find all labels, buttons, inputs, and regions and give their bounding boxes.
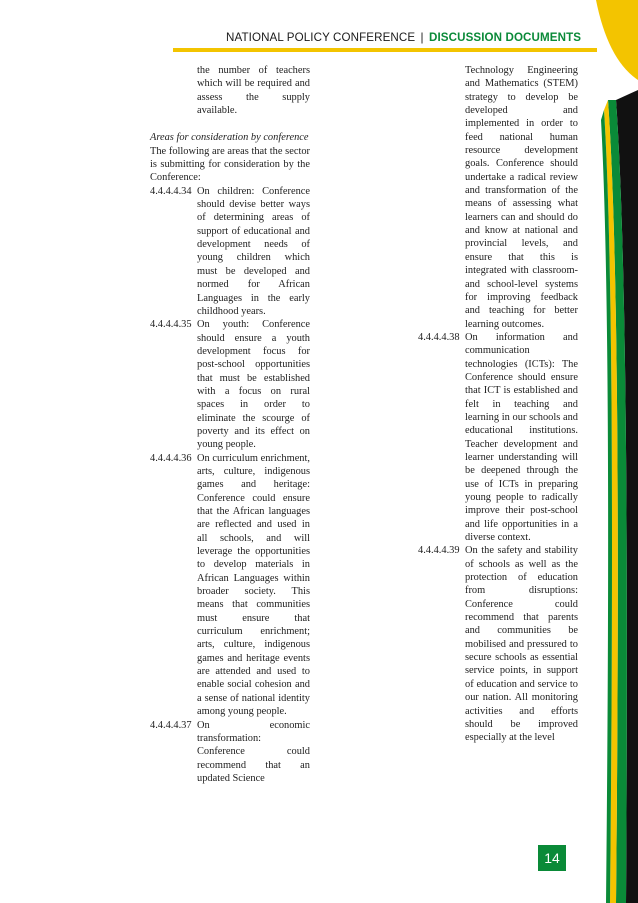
- item-text: On information and communication technologies (ICTs): The Conference should ensure that ICT is established and felt in teaching and learning in our schools and educational institutions. Teacher development and learner understanding will be deepened through the use of ICTs in preparing young people to radically improve their post-school and life opportunities in a diverse context.: [465, 331, 578, 544]
- item-number: 4.4.4.4.38: [418, 331, 460, 343]
- item-text: On curriculum enrichment, arts, culture, indigenous games and heritage: Conference could ensure that the African languages are reflected and used in all schools, and will leverage the opportunities to develop materials in African Languages within broader society. This means that communities must ensure that curriculum enrichment; arts, culture, indigenous games and heritage events are attended and used to enable social cohesion and a sense of national identity among young people.: [197, 452, 310, 718]
- page-number-badge: 14: [538, 845, 566, 871]
- stripe-yellow-top: [596, 0, 638, 80]
- item-number: 4.4.4.4.34: [150, 185, 192, 197]
- header-separator: |: [420, 31, 424, 44]
- item-number: 4.4.4.4.37: [150, 719, 192, 731]
- page-header: [226, 31, 581, 44]
- item-number: 4.4.4.4.36: [150, 452, 192, 464]
- item-number: 4.4.4.4.39: [418, 545, 460, 557]
- item-text: On economic transformation: Conference could recommend that an updated Science: [197, 719, 310, 784]
- list-item: [150, 719, 310, 786]
- header-title-accent: DISCUSSION DOCUMENTS: [429, 31, 582, 44]
- left-continuation-text: the number of teachers which will be required and assess the supply available.: [197, 65, 310, 117]
- item-text: On youth: Conference should ensure a youth development focus for post-school opportunities that must be established with a focus on rural spaces in order to eliminate the scourge of poverty and its effect on young people.: [197, 319, 310, 451]
- list-item: [418, 544, 578, 744]
- list-item: [150, 318, 310, 451]
- header-rule: [173, 48, 597, 52]
- header-title-main: NATIONAL POLICY CONFERENCE: [226, 31, 416, 44]
- flag-stripe-decoration: [568, 0, 638, 903]
- areas-heading: Areas for consideration by conference: [150, 132, 309, 144]
- right-column: [418, 64, 578, 745]
- left-column: [150, 64, 310, 785]
- right-continuation-text: Technology Engineering and Mathematics (STEM) strategy to develop be developed and implemented in order to feed national human resource development goals. Conference should undertake a radical review and transformation of the means of assessing what learners can and should do and know at national and provincial levels, and ensure that this is integrated with classroom- and school-level systems for improving feedback and teaching for better learning outcomes.: [465, 65, 578, 330]
- list-item: [418, 331, 578, 545]
- item-text: On children: Conference should devise better ways of determining areas of support of educational and development needs of young children which must be developed and normed for African Languages in the early childhood years.: [197, 185, 310, 317]
- item-number: 4.4.4.4.35: [150, 319, 192, 331]
- areas-intro: The following are areas that the sector is submitting for consideration by the Conference:: [150, 145, 310, 184]
- list-item: [150, 185, 310, 318]
- list-item: [150, 452, 310, 719]
- item-text: On the safety and stability of schools as well as the protection of education from disruptions: Conference could recommend that parents and communities be mobilised and pressured to secure schools as essential service points, in support of education and service to our nation. All monitoring activities and efforts should be improved especially at the level: [465, 545, 578, 744]
